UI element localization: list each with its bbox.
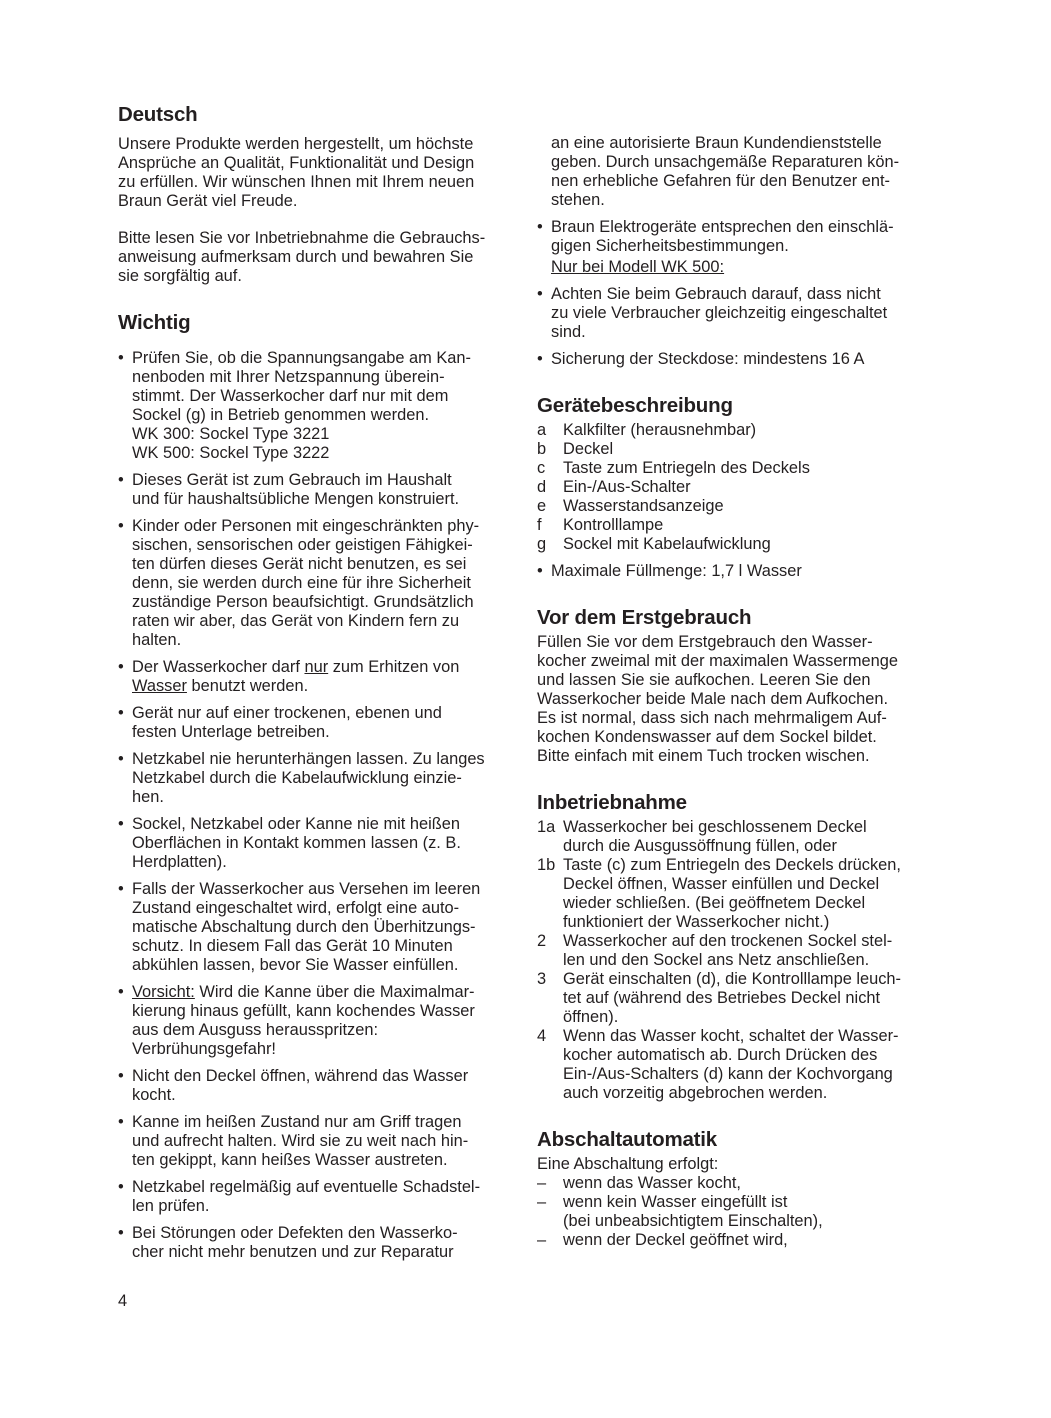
list-item: – wenn kein Wasser eingefüllt ist (bei unbeabsichtigtem Einschalten), — [537, 1193, 823, 1230]
list-item: b Deckel — [537, 440, 614, 458]
list-item: a Kalkfilter (herausnehmbar) — [537, 421, 757, 439]
list-item: 2 Wasserkocher auf den trockenen Sockel stel- len und den Sockel ans Netz anschließen. — [537, 932, 893, 969]
left-column — [118, 104, 510, 1270]
wichtig-bullet-surface: • Gerät nur auf einer trockenen, ebenen und festen Unterlage betreiben. — [118, 704, 510, 742]
wichtig-bullet-hot-surfaces: • Sockel, Netzkabel oder Kanne nie mit heißen Oberflächen in Kontakt kommen lassen (z. B. Herdplatten). — [118, 815, 510, 872]
list-item: 4 Wenn das Wasser kocht, schaltet der Wasser- kocher automatisch ab. Durch Drücken des Ein-/Aus-Schalters (d) kann der Kochvorgang auch vorzeitig abgebrochen werden. — [537, 1027, 899, 1102]
max-fill-bullet: • Maximale Füllmenge: 1,7 l Wasser — [537, 562, 937, 581]
wichtig-bullet-voltage: • Prüfen Sie, ob die Spannungsangabe am Kan- nenboden mit Ihrer Netzspannung überein- stimmt. Der Wasserkocher darf nur mit dem Sockel (g) in Betrieb genommen werden. WK 300: Sockel Type 3221 WK 500: Sockel Type 3222 — [118, 349, 510, 463]
caution-label: Vorsicht: — [132, 983, 195, 1001]
section-heading-deutsch: Deutsch — [118, 103, 198, 126]
wichtig-bullet-consumers: • Achten Sie beim Gebrauch darauf, dass nicht zu viele Verbraucher gleichzeitig eingeschaltet sind. — [537, 285, 937, 342]
list-item: – wenn das Wasser kocht, — [537, 1174, 741, 1192]
right-column — [537, 134, 937, 1250]
section-heading-inbetriebnahme: Inbetriebnahme — [537, 791, 687, 814]
b4-underline-wasser: Wasser — [132, 677, 187, 695]
device-parts-list — [537, 421, 937, 554]
intro-instructions-paragraph: Bitte lesen Sie vor Inbetriebnahme die Gebrauchs- anweisung aufmerksam durch und bewahren Sie sie sorgfältig auf. — [118, 229, 486, 285]
wichtig-bullet-repair: • Bei Störungen oder Defekten den Wasserko- cher nicht mehr benutzen und zur Reparatur — [118, 1224, 510, 1262]
section-heading-geraetebeschreibung: Gerätebeschreibung — [537, 394, 733, 417]
intro-paragraph: Unsere Produkte werden hergestellt, um höchste Ansprüche an Qualität, Funktionalität und Design zu erfüllen. Wir wünschen Ihnen mit Ihrem neuen Braun Gerät viel Freude. — [118, 135, 475, 210]
section-heading-wichtig: Wichtig — [118, 311, 191, 334]
page-number: 4 — [118, 1292, 128, 1310]
wichtig-bullet-safety: • Braun Elektrogeräte entsprechen den einschlä- gigen Sicherheitsbestimmungen. — [537, 218, 937, 256]
wichtig-bullet-check-cable: • Netzkabel regelmäßig auf eventuelle Schadstel- len prüfen. — [118, 1178, 510, 1216]
abschalt-intro: Eine Abschaltung erfolgt: — [537, 1155, 719, 1173]
list-item: 3 Gerät einschalten (d), die Kontrolllampe leuch- tet auf (während des Betriebes Deckel nicht öffnen). — [537, 970, 902, 1026]
wichtig-bullet-empty: • Falls der Wasserkocher aus Versehen im leeren Zustand eingeschaltet wird, erfolgt eine auto- matische Abschaltung durch den Überhitzungs- schutz. In diesem Fall das Gerät 10 Minuten abkühlen lassen, bevor Sie Wasser einfüllen. — [118, 880, 510, 975]
list-item: 1a Wasserkocher bei geschlossenem Deckel durch die Ausgussöffnung füllen, oder — [537, 818, 867, 855]
b4-text-b: zum Erhitzen von — [328, 658, 460, 676]
section-heading-abschaltautomatik: Abschaltautomatik — [537, 1128, 717, 1151]
b4-text-c: benutzt werden. — [186, 677, 309, 695]
list-item: g Sockel mit Kabelaufwicklung — [537, 535, 771, 553]
list-item: e Wasserstandsanzeige — [537, 497, 724, 515]
b4-text-a: Der Wasserkocher darf — [132, 658, 305, 676]
wichtig-bullet-fuse: • Sicherung der Steckdose: mindestens 16 A — [537, 350, 937, 369]
caution-text: Wird die Kanne über die Maximalmar- kierung hinaus gefüllt, kann kochendes Wasser aus dem Ausguss herausspritzen: Verbrühungsgefahr! — [132, 983, 475, 1058]
list-item: – wenn der Deckel geöffnet wird, — [537, 1231, 788, 1249]
shutoff-conditions-list — [537, 1174, 937, 1250]
wichtig-bullet-cable: • Netzkabel nie herunterhängen lassen. Zu langes Netzkabel durch die Kabelaufwicklung einzie- hen. — [118, 750, 510, 807]
list-item: 1b Taste (c) zum Entriegeln des Deckels drücken, Deckel öffnen, Wasser einfüllen und Deckel wieder schließen. (Bei geöffnetem Deckel funktioniert der Wasserkocher nicht.) — [537, 856, 901, 931]
wichtig-repair-continued: an eine autorisierte Braun Kundendienststelle geben. Durch unsachgemäße Reparaturen kön- nen erhebliche Gefahren für den Benutzer ent- stehen. — [551, 134, 900, 209]
wichtig-bullet-caution — [118, 983, 510, 1059]
wichtig-bullet-handle: • Kanne im heißen Zustand nur am Griff tragen und aufrecht halten. Wird sie zu weit nach hin- ten gekippt, kann heißes Wasser austreten. — [118, 1113, 510, 1170]
b4-underline-nur: nur — [304, 658, 329, 676]
wichtig-bullet-water-only — [118, 658, 510, 696]
wichtig-bullet-children: • Kinder oder Personen mit eingeschränkten phy- sischen, sensorischen oder geistigen Fähigkei- ten dürfen dieses Gerät nicht benutzen, es sei denn, sie werden durch eine für ihre Sicherheit zuständige Person beaufsichtigt. Grundsätzlich raten wir aber, das Gerät von Kindern fern zu halten. — [118, 517, 510, 650]
list-item: f Kontrolllampe — [537, 516, 664, 534]
section-heading-erstgebrauch: Vor dem Erstgebrauch — [537, 606, 752, 629]
list-item: c Taste zum Entriegeln des Deckels — [537, 459, 810, 477]
list-item: d Ein-/Aus-Schalter — [537, 478, 691, 496]
operation-steps-list — [537, 818, 937, 1103]
wichtig-bullet-lid: • Nicht den Deckel öffnen, während das Wasser kocht. — [118, 1067, 510, 1105]
wichtig-bullet-household: • Dieses Gerät ist zum Gebrauch im Haushalt und für haushaltsübliche Mengen konstruiert. — [118, 471, 510, 509]
erstgebrauch-paragraph: Füllen Sie vor dem Erstgebrauch den Wasser- kocher zweimal mit der maximalen Wassermenge und lassen Sie sie aufkochen. Leeren Sie den Wasserkocher beide Male nach dem Aufkochen. Es ist normal, dass sich nach mehrmaligem Auf- kochen Kondenswasser auf dem Sockel bildet. Bitte einfach mit einem Tuch trocken wischen. — [537, 633, 899, 765]
model-note: Nur bei Modell WK 500: — [551, 258, 725, 276]
